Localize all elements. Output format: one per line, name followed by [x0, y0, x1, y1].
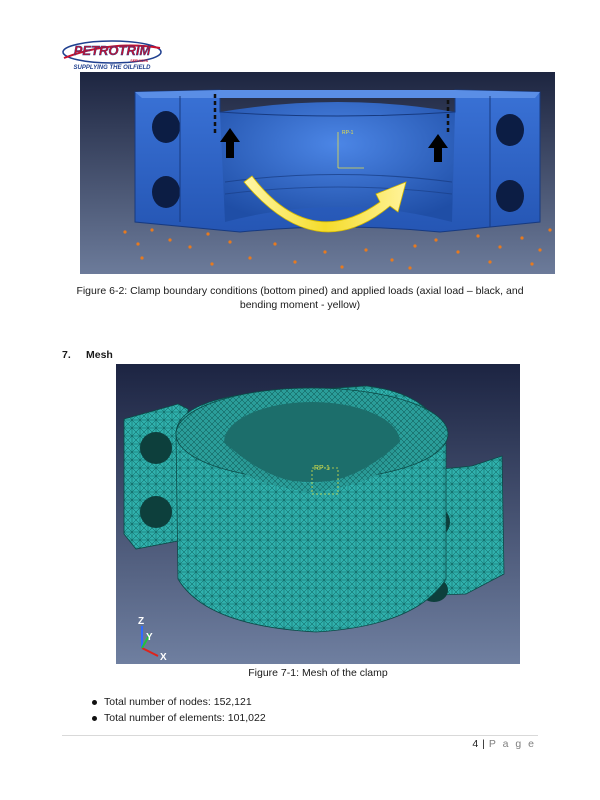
logo-services: SERVICES: [130, 59, 148, 63]
page-number: 4: [472, 738, 479, 750]
mesh-figure: [116, 364, 520, 664]
bullet-icon: [92, 716, 97, 721]
page-footer: [472, 738, 536, 750]
rp-label-mesh: RP-1: [314, 465, 330, 472]
axis-x-label: X: [160, 652, 167, 663]
list-item: [62, 710, 266, 726]
figure-7-1-caption: Figure 7-1: Mesh of the clamp: [248, 667, 388, 679]
mesh-stats-list: [62, 694, 266, 726]
bullet-icon: [92, 700, 97, 705]
boundary-conditions-figure: [80, 72, 555, 274]
axis-y-label: Y: [146, 632, 153, 643]
section-heading: [62, 349, 113, 361]
list-item: [62, 694, 266, 710]
axis-z-label: Z: [138, 616, 145, 627]
footer-divider: [62, 735, 538, 736]
figure-6-2-caption: Figure 6-2: Clamp boundary conditions (bottom pined) and applied loads (axial load – black, and bending moment - yellow): [76, 285, 524, 311]
section-number: 7.: [62, 349, 71, 361]
footer-separator: |: [482, 738, 485, 750]
rp-label: RP-1: [342, 130, 354, 136]
page-label: P a g e: [488, 738, 536, 750]
logo-name: PETROTRIM: [73, 43, 151, 58]
logo-tagline: SUPPLYING THE OILFIELD: [73, 65, 151, 71]
petrotrim-logo: [62, 38, 162, 72]
elements-count: Total number of elements: 101,022: [104, 712, 266, 724]
section-title: Mesh: [86, 349, 113, 361]
nodes-count: Total number of nodes: 152,121: [104, 696, 252, 708]
